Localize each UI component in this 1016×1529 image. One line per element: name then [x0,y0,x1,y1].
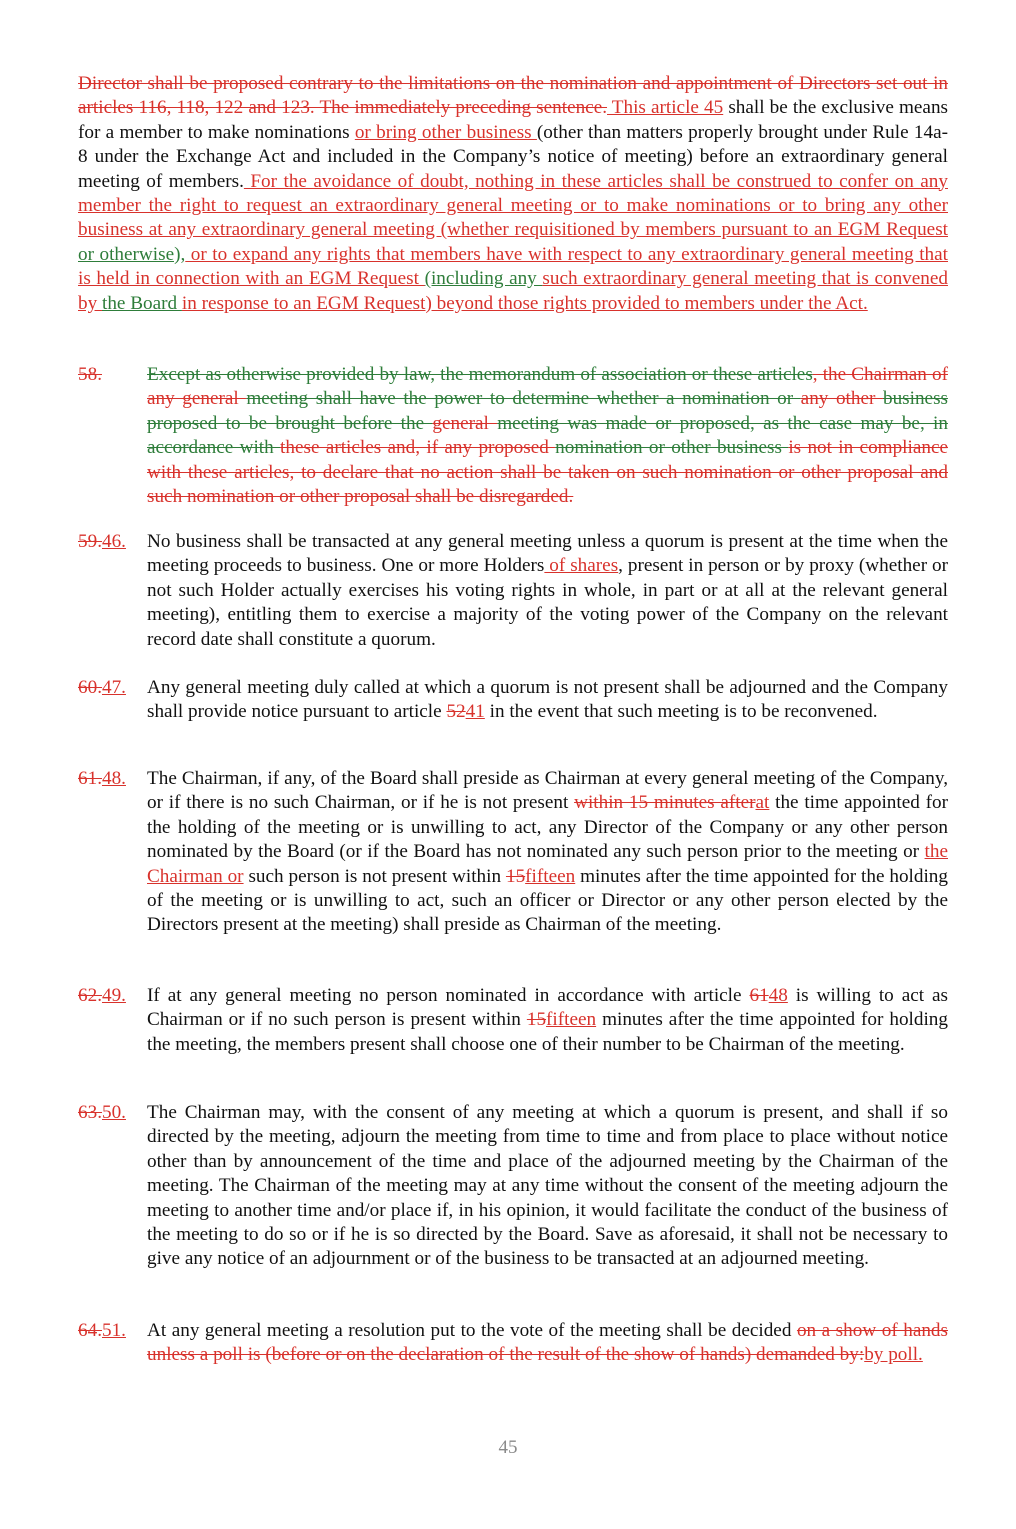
deleted-text: 15 [505,865,526,887]
inserted-text: For the avoidance of doubt, nothing in these articles shall be construed to confer on any member the right to request an extraordinary general meeting or to make nominations or to bring any other business at any extraordinary general meeting (whether requisitioned by members pursuant to an EGM Request [78,170,948,241]
moved-text: or otherwise), [78,243,186,265]
body-text: (other than matters properly brought under Rule 14a-8 under the Exchange Act and included in the Company’s notice of meeting) before an extraordinary general meeting of members. [78,121,948,192]
body-text: The Chairman may, with the consent of any meeting at which a quorum is present, and shall if so directed by the meeting, adjourn the meeting from time to time and from place to place without notice other than by announcement of the time and place of the adjourned meeting by the Chairman of the meeting. The Chairman of the meeting may at any time without the consent of the meeting adjourn the meeting to another time and/or place if, in his opinion, it would facilitate the conduct of the business of the meeting to do so or if he is so directed by the Board. Save as aforesaid, it shall not be necessary to give any notice of an adjournment or of the business to be transacted at an adjourned meeting. [147,1102,948,1270]
moved-deleted-text: meeting shall have the power to determine whether a nomination or [246,388,801,410]
moved-text: the Board [101,292,182,314]
body-text: Any general meeting duly called at which a quorum is not present shall be adjourned and the Company shall provide notice pursuant to article [147,677,948,723]
body-text: If at any general meeting no person nominated in accordance with article [147,985,750,1006]
deleted-text: on a show of hands unless a poll is (before or on the declaration of the result of the show of hands) demanded by: [147,1320,948,1366]
deleted-text: any general [147,388,247,410]
deleted-text: Director shall be proposed contrary to the limitations on the nomination and appointment of Directors set out in articles 116, 118, 122 and 123. The immediately preceding sentence. [78,73,948,119]
deleted-text: general [432,412,498,434]
moved-deleted-text: meeting was made or proposed, as the case may be, in accordance with [147,412,948,459]
inserted-text: such extraordinary general meeting that is convened by [78,268,948,314]
moved-deleted-text: business proposed to be brought before the [147,388,948,434]
body-text: shall be the exclusive means for a member to make nominations [78,97,949,143]
article-body [147,676,948,725]
deleted-text: 61 [749,985,769,1006]
deleted-text: 15 [526,1009,547,1031]
article-49 [78,984,948,1057]
deleted-text: within 15 minutes after [574,792,756,814]
article-body [147,363,948,509]
article-body [147,530,948,652]
article-48 [78,767,948,938]
body-text: is willing to act as Chairman or if no such person is present within [147,985,949,1031]
body-text: No business shall be transacted at any general meeting unless a quorum is present at the time when the meeting proceeds to business. One or more Holders [147,531,948,577]
article-50 [78,1101,948,1272]
inserted-text: by poll. [864,1344,923,1366]
article-51 [78,1319,948,1368]
body-text: minutes after the time appointed for holding the meeting, the members present shall choose one of their number to be Chairman of the meeting. [147,1009,948,1055]
inserted-text: This article 45 [607,97,724,119]
inserted-text: or to expand any rights that members have with respect to any extraordinary general meeting that is held in connection with an EGM Request [78,243,948,290]
inserted-text: at [755,792,770,814]
body-text: minutes after the time appointed for the holding of the meeting or is unwilling to act, such an officer or Director or any other person elected by the Directors present at the meeting) shall preside as Chairman of the meeting. [147,865,948,936]
body-text: The Chairman, if any, of the Board shall preside as Chairman at every general meeting of the Company, or if there is no such Chairman, or if he is not present [147,768,948,814]
body-text: such person is not present within [243,865,506,887]
article-body [147,1319,948,1368]
article-number: 64.51. [78,1320,126,1341]
article-body [147,767,948,938]
inserted-text: or bring other business [354,121,537,143]
body-text: At any general meeting a resolution put to the vote of the meeting shall be decided [147,1320,797,1341]
deleted-text: is not in compliance with these articles, to declare that no action shall be taken on such nomination or other proposal and such nomination or other proposal shall be disregarded. [147,437,948,508]
article-47 [78,676,948,725]
deleted-text: any other [800,388,883,410]
article-number: 61.48. [78,768,126,789]
body-text: , present in person or by proxy (whether or not such Holder actually exercises his voting rights in whole, in part or at all at the relevant general meeting), entitling them to exercise a majority of the voting power of the Company on the relevant record date shall constitute a quorum. [147,555,948,650]
article-46 [78,530,948,652]
article-body [147,1101,948,1272]
inserted-text: of shares [544,555,619,577]
article-number: 63.50. [78,1102,126,1123]
moved-text: (including any [424,268,543,290]
deleted-text: 52 [446,701,466,723]
moved-deleted-text: nomination or other business [555,437,789,459]
article-number-deleted: 58. [78,364,102,385]
paragraph-article-45-continued [78,72,948,316]
deleted-text: , the Chairman of [812,364,948,385]
body-text: the time appointed for the holding of the meeting or is unwilling to act, any Director of the Company or any other person nominated by the Board (or if the Board has not nominated any such person prior to the meeting or [147,792,948,863]
inserted-text: 41 [465,701,485,723]
article-number: 62.49. [78,985,126,1006]
moved-deleted-text: Except as otherwise provided by law, the memorandum of association or these articles [147,364,813,385]
deleted-text: these articles and, if any proposed [280,437,556,459]
article-58-deleted [78,363,948,509]
inserted-text: fifteen [525,865,576,887]
article-number: 59.46. [78,531,126,552]
article-number: 60.47. [78,677,126,698]
inserted-text: in response to an EGM Request) beyond those rights provided to members under the Act. [181,292,868,314]
article-body [147,984,948,1057]
inserted-text: the Chairman or [147,841,948,887]
inserted-text: fifteen [546,1009,597,1031]
inserted-text: 48 [768,985,788,1006]
page-number: 45 [498,1437,518,1458]
body-text: in the event that such meeting is to be reconvened. [484,701,878,723]
